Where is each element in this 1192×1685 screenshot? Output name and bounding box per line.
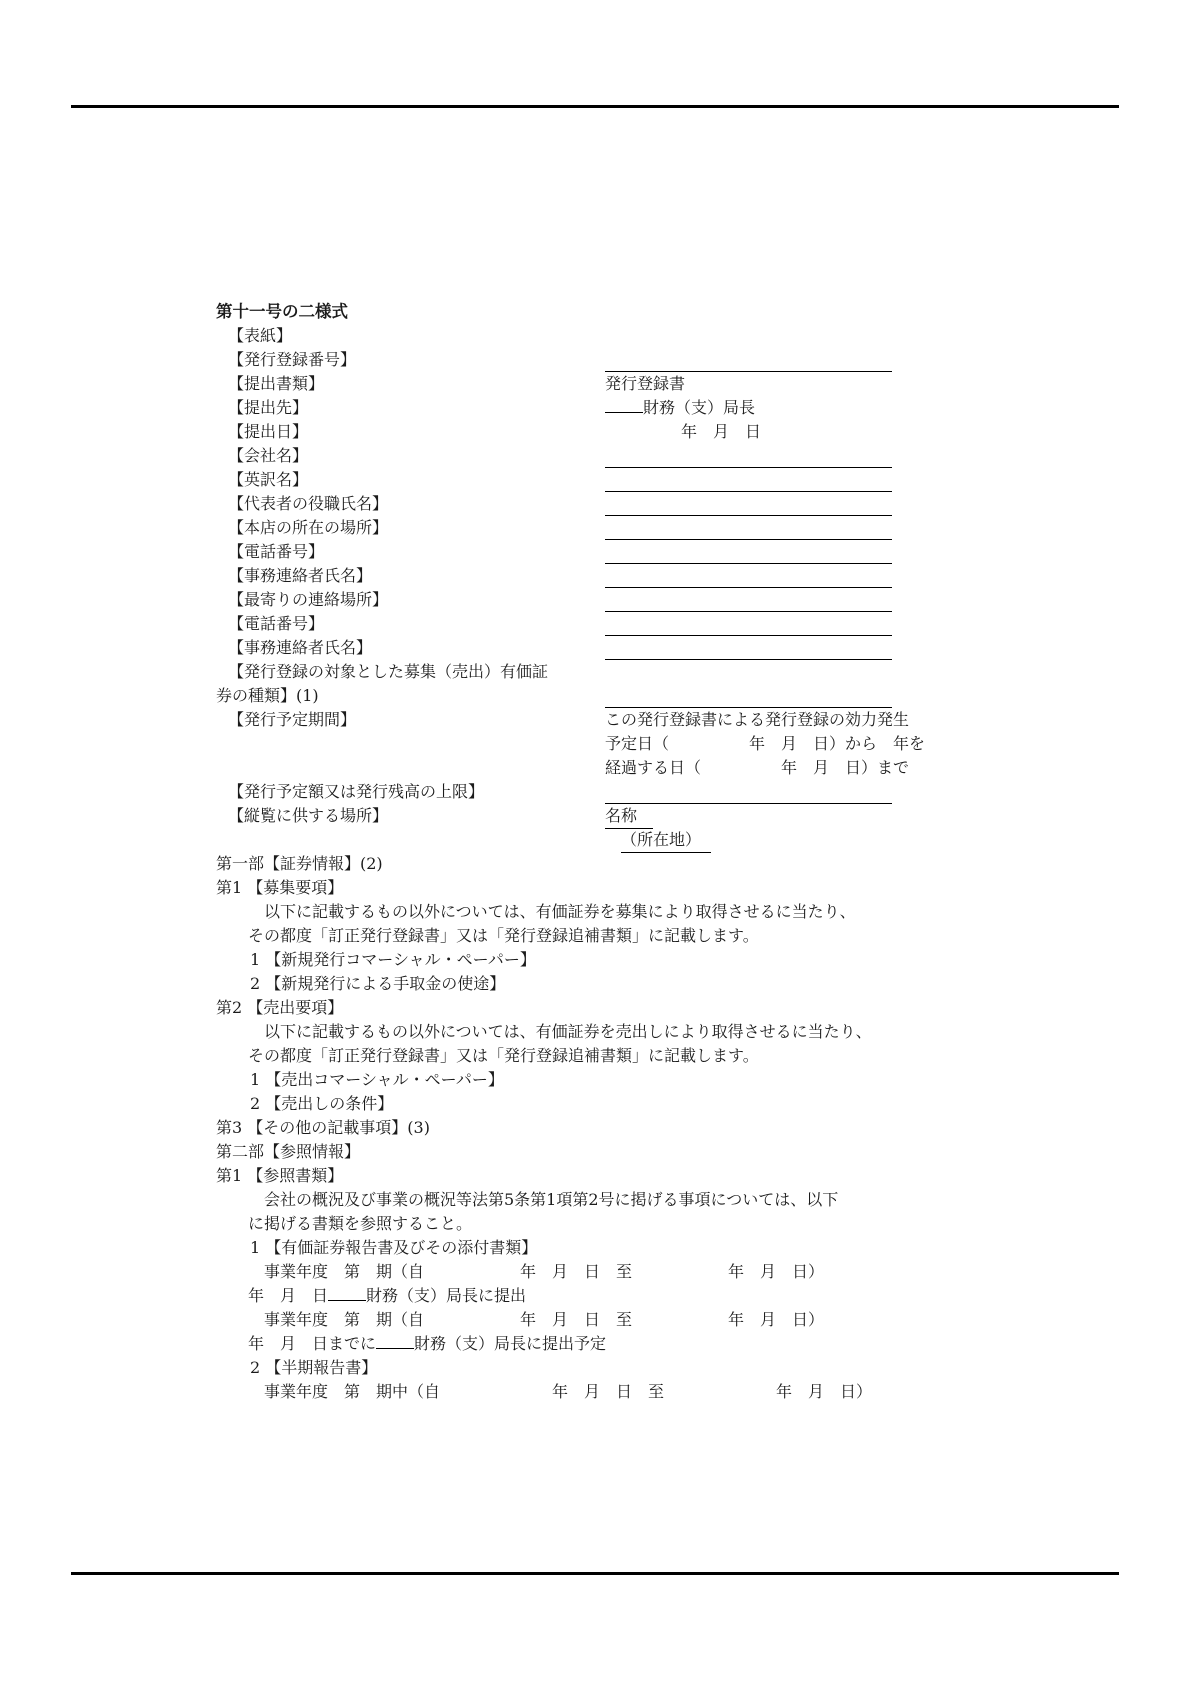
field-label: 【電話番号】 [228, 542, 325, 561]
inspection-name-fill-line: 名称 [605, 804, 653, 829]
field-value [605, 396, 892, 420]
fill-in-line [605, 492, 892, 516]
field-label: 【事務連絡者氏名】 [228, 638, 373, 657]
body-line: 1 【売出コマーシャル・ペーパー】 [250, 1070, 504, 1089]
field-label-continuation: 券の種類】(1) [216, 686, 319, 705]
page-bottom-rule [71, 1572, 1119, 1575]
fill-in-line-short [328, 1284, 366, 1301]
field-label: 【事務連絡者氏名】 [228, 566, 373, 585]
fill-in-line [605, 780, 892, 804]
cover-row-inspection-address [216, 828, 976, 852]
fill-in-line [605, 348, 892, 372]
body-line: 1 【新規発行コマーシャル・ペーパー】 [250, 950, 536, 969]
body-line [216, 1332, 976, 1356]
cover-row-planned-amount [216, 780, 976, 804]
cover-row [216, 516, 976, 540]
fill-in-line [605, 540, 892, 564]
cover-row [216, 396, 976, 420]
form-title: 第十一号の二様式 [216, 302, 348, 321]
cover-row-planned-period [216, 708, 976, 780]
cover-row [216, 468, 976, 492]
field-value [605, 372, 892, 396]
cover-row [216, 348, 976, 372]
fill-in-line-short [376, 1332, 414, 1349]
field-label: 【発行登録番号】 [228, 350, 357, 369]
body-line: 以下に記載するもの以外については、有価証券を募集により取得させるに当たり、 [264, 902, 856, 921]
body-lines [216, 852, 976, 1404]
body-line-text: 年 月 日までに [248, 1334, 377, 1353]
body-line: その都度「訂正発行登録書」又は「発行登録追補書類」に記載します。 [248, 926, 759, 945]
field-label: 【代表者の役職氏名】 [228, 494, 389, 513]
field-label: 【会社名】 [228, 446, 309, 465]
body-line: その都度「訂正発行登録書」又は「発行登録追補書類」に記載します。 [248, 1046, 759, 1065]
body-line: 事業年度 第 期（自 年 月 日 至 年 月 日） [264, 1310, 825, 1329]
body-line: 第3 【その他の記載事項】(3) [216, 1118, 430, 1137]
field-value-line: 経過する日（ 年 月 日）まで [605, 758, 910, 777]
fill-in-line [605, 444, 892, 468]
cover-row [216, 636, 976, 660]
field-value-multiline [605, 708, 925, 780]
cover-row [216, 612, 976, 636]
field-label: 【表紙】 [228, 326, 293, 345]
body-line: 会社の概況及び事業の概況等法第5条第1項第2号に掲げる事項については、以下 [264, 1190, 839, 1209]
cover-row [216, 420, 976, 444]
page-top-rule [71, 105, 1119, 108]
body-line [216, 1284, 976, 1308]
form-content [216, 300, 976, 1404]
field-label-empty [216, 828, 605, 852]
cover-row-inspection-name [216, 804, 976, 828]
field-value-text: 年 月 日 [681, 422, 762, 441]
cover-row [216, 564, 976, 588]
cover-row [216, 588, 976, 612]
body-line: に掲げる書類を参照すること。 [248, 1214, 473, 1233]
cover-row [216, 372, 976, 396]
body-line: 以下に記載するもの以外については、有価証券を売出しにより取得させるに当たり、 [264, 1022, 872, 1041]
cover-row-securities-type-line1 [216, 660, 976, 684]
cover-row [216, 324, 976, 348]
field-value-text: 発行登録書 [605, 374, 686, 393]
field-label: 【提出日】 [228, 422, 309, 441]
fill-in-line [605, 468, 892, 492]
cover-row-securities-type-line2 [216, 684, 976, 708]
fill-in-line [605, 516, 892, 540]
fill-in-line [605, 612, 892, 636]
cover-rows [216, 324, 976, 660]
field-label: 【提出先】 [228, 398, 309, 417]
body-line: 第1 【募集要項】 [216, 878, 344, 897]
fill-in-line [605, 588, 892, 612]
field-label: 【発行予定額又は発行残高の上限】 [228, 782, 485, 801]
field-value [605, 828, 892, 852]
field-label: 【発行登録の対象とした募集（売出）有価証 [228, 662, 549, 681]
inspection-address-fill-line: （所在地） [621, 828, 711, 853]
fill-in-line [605, 564, 892, 588]
fill-in-line-short [605, 396, 643, 413]
field-value [605, 420, 892, 444]
body-line: 事業年度 第 期中（自 年 月 日 至 年 月 日） [264, 1382, 873, 1401]
body-line: 2 【新規発行による手取金の使途】 [250, 974, 506, 993]
field-label: 【縦覧に供する場所】 [228, 806, 389, 825]
body-line: 第2 【売出要項】 [216, 998, 344, 1017]
body-line-text: 財務（支）局長に提出予定 [414, 1334, 607, 1353]
field-value-empty [605, 660, 892, 684]
body-line-text: 財務（支）局長に提出 [366, 1286, 527, 1305]
field-label: 【本店の所在の場所】 [228, 518, 389, 537]
field-label: 【最寄りの連絡場所】 [228, 590, 389, 609]
body-line-text: 年 月 日 [248, 1286, 329, 1305]
body-line: 2 【半期報告書】 [250, 1358, 378, 1377]
body-line: 第二部【参照情報】 [216, 1142, 361, 1161]
field-label: 【電話番号】 [228, 614, 325, 633]
field-label: 【発行予定期間】 [228, 710, 357, 729]
field-value [605, 804, 892, 828]
body-line: 第一部【証券情報】(2) [216, 854, 383, 873]
cover-row [216, 540, 976, 564]
body-line: 1 【有価証券報告書及びその添付書類】 [250, 1238, 538, 1257]
cover-row [216, 492, 976, 516]
field-label: 【英訳名】 [228, 470, 309, 489]
field-value [605, 324, 892, 348]
field-value-line: 予定日（ 年 月 日）から 年を [605, 734, 926, 753]
field-value-text: 財務（支）局長 [643, 398, 756, 417]
body-line: 第1 【参照書類】 [216, 1166, 344, 1185]
field-label: 【提出書類】 [228, 374, 325, 393]
fill-in-line [605, 684, 892, 708]
fill-in-line [605, 636, 892, 660]
body-line: 2 【売出しの条件】 [250, 1094, 394, 1113]
field-value-line: この発行登録書による発行登録の効力発生 [605, 710, 910, 729]
body-line: 事業年度 第 期（自 年 月 日 至 年 月 日） [264, 1262, 825, 1281]
cover-row [216, 444, 976, 468]
